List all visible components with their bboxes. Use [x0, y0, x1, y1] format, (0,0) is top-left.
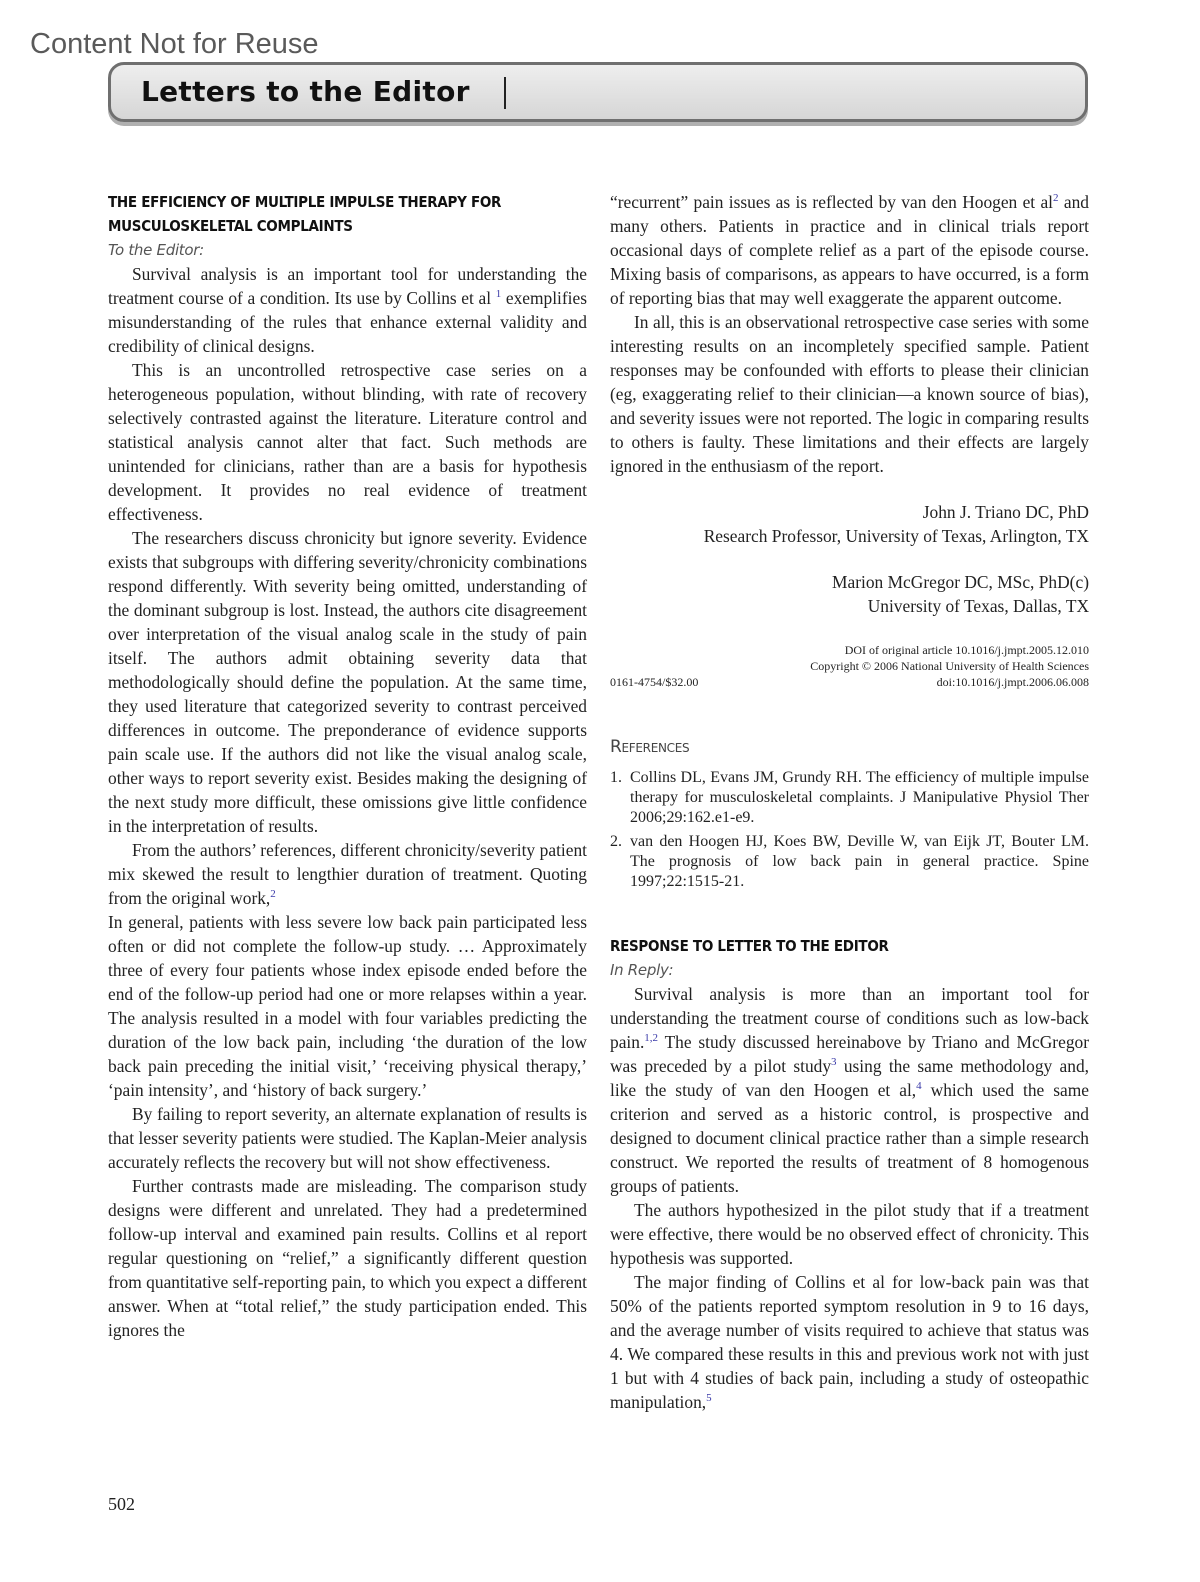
reply-paragraph: The authors hypothesized in the pilot study that if a treatment were effective, there would be no observed effect of chronicity. This hypothesis was supported. [610, 1200, 1089, 1268]
author-affiliation: Research Professor, University of Texas, Arlington, TX [703, 526, 1089, 546]
reference-list [610, 768, 1089, 892]
author-affiliation: University of Texas, Dallas, TX [867, 596, 1089, 616]
reply-paragraph: Survival analysis is more than an important tool for understanding the treatment course of conditions such as low-back pain.$^{1,2}$ The study discussed hereinabove by Triano and McGregor was preceded by a pilot study$^3$ using the same methodology and, like the study of van den Hoogen et al,$^4$ which used the same criterion and served as a historic control, is prospective and designed to document clinical practice rather than a simple research construct. We reported the results of treatment of 8 homogenous groups of patients. [610, 984, 1089, 1196]
letter-paragraph: “recurrent” pain issues as is reflected by van den Hoogen et $al^2$ and many others. Patients in practice and in clinical trials report occasional days of complete relief as a part of the episode course. Mixing basis of comparisons, as appears to have occurred, is a form of reporting bias that may well exaggerate the apparent outcome. [610, 192, 1089, 308]
letter-paragraph: This is an uncontrolled retrospective case series on a heterogeneous population, without blinding, with rate of recovery selectively contrasted against the literature. Literature control and statistical analysis cannot alter that fact. Such methods are unintended for clinicians, rather than are a basis for hypothesis development. It provides no real evidence of treatment effectiveness. [108, 360, 587, 524]
letter-paragraph: From the authors’ references, different chronicity/severity patient mix skewed the result to lengthier duration of treatment. Quoting from the original work,$^2$ [108, 840, 587, 908]
article-metadata [610, 642, 1089, 690]
letter-paragraph: Survival analysis is an important tool for understanding the treatment course of a condition. Its use by Collins et al $^1$ exemplifies misunderstanding of the rules that enhance external validity and credibility of clinical designs. [108, 264, 587, 356]
letter-title: THE EFFICIENCY OF MULTIPLE IMPULSE THERAPY FOR MUSCULOSKELETAL COMPLAINTS [108, 193, 502, 235]
signature-block-1 [610, 500, 1089, 548]
letter-paragraph: By failing to report severity, an alternate explanation of results is that lesser severity patients were studied. The Kaplan-Meier analysis accurately reflects the recovery but will not show effectiveness. [108, 1104, 587, 1172]
section-title: Letters to the Editor [141, 75, 470, 108]
reference-item: 1. Collins DL, Evans JM, Grundy RH. The efficiency of multiple impulse therapy for musculoskeletal complaints. J Manipulative Physiol Ther 2006;29:162.e1-e9. [610, 769, 1089, 826]
page-number: 502 [108, 1494, 135, 1514]
citation-link[interactable]: 3 [831, 1056, 837, 1069]
banner-divider [504, 77, 506, 109]
copyright: Copyright © 2006 National University of Health Sciences [810, 659, 1089, 673]
section-banner [108, 62, 1088, 122]
letter-salutation: To the Editor: [108, 241, 204, 259]
signature-block-2 [610, 570, 1089, 618]
reference-item: 2. van den Hoogen HJ, Koes BW, Deville W, van Eijk JT, Bouter LM. The prognosis of low back pain in general practice. Spine 1997;22:1515-21. [610, 833, 1089, 890]
reply-title: RESPONSE TO LETTER TO THE EDITOR [610, 937, 889, 955]
doi-original: DOI of original article 10.1016/j.jmpt.2005.12.010 [844, 643, 1089, 657]
reply-salutation: In Reply: [610, 961, 674, 979]
citation-link[interactable]: 1,2 [644, 1032, 659, 1045]
block-quote: In general, patients with less severe low back pain participated less often or did not complete the follow-up study. … Approximately three of every four patients whose index episode ended before the end of the follow-up period had one or more relapses within a year. The analysis resulted in a model with four variables predicting the duration of the low back pain, including ‘the duration of the low back pain preceding the initial visit,’ ‘receiving physical therapy,’ ‘pain intensity’, and ‘history of back surgery.’ [108, 912, 587, 1100]
issn: 0161-4754/$32.00 [610, 675, 699, 689]
author-name: John J. Triano DC, PhD [922, 502, 1089, 522]
references-heading: References [610, 737, 690, 757]
doi: doi:10.1016/j.jmpt.2006.06.008 [936, 675, 1089, 689]
letter-paragraph: The researchers discuss chronicity but ignore severity. Evidence exists that subgroups with differing severity/chronicity combinations respond differently. With severity being omitted, understanding of the dominant subgroup is lost. Instead, the authors cite disagreement over interpretation of the visual analog scale in the study of pain itself. The authors admit obtaining severity data that methodologically should define the population. At the same time, they used literature that categorized severity to contrast perceived differences in outcome. The preponderance of evidence supports pain scale use. If the authors did not like the visual analog scale, other ways to report severity exist. Besides making the designing of the next study more difficult, these omissions give little confidence in the interpretation of results. [108, 528, 587, 836]
reply-paragraph: The major finding of Collins et al for low-back pain was that 50% of the patients reported symptom resolution in 9 to 16 days, and the average number of visits required to achieve that status was 4. We compared these results in this and previous work not with just 1 but with 4 studies of back pain, including a study of osteopathic manipulation,$^5$ [610, 1272, 1089, 1412]
author-name: Marion McGregor DC, MSc, PhD(c) [832, 572, 1089, 592]
citation-link[interactable]: 4 [916, 1080, 922, 1093]
letter-paragraph: In all, this is an observational retrospective case series with some interesting results on an incompletely specified sample. Patient responses may be confounded with efforts to please their clinician (eg, exaggerating relief to their clinician—a known source of bias), and severity issues were not reported. The logic in comparing results to others is faulty. These limitations and their effects are largely ignored in the enthusiasm of the report. [610, 312, 1089, 476]
citation-link[interactable]: 2 [270, 888, 276, 901]
left-column [108, 190, 587, 1342]
citation-link[interactable]: 1 [495, 288, 502, 301]
watermark: Content Not for Reuse [30, 28, 319, 60]
letter-paragraph: Further contrasts made are misleading. The comparison study designs were different and unrelated. They had a predetermined follow-up interval and examined pain results. Collins et al report regular questioning on “relief,” a significantly different question from quantitative self-reporting pain, to which you expect a different answer. When at “total relief,” the study participation ended. This ignores the [108, 1176, 587, 1340]
right-column [610, 190, 1089, 1414]
citation-link[interactable]: 2 [1053, 192, 1059, 205]
citation-link[interactable]: 5 [706, 1392, 712, 1405]
